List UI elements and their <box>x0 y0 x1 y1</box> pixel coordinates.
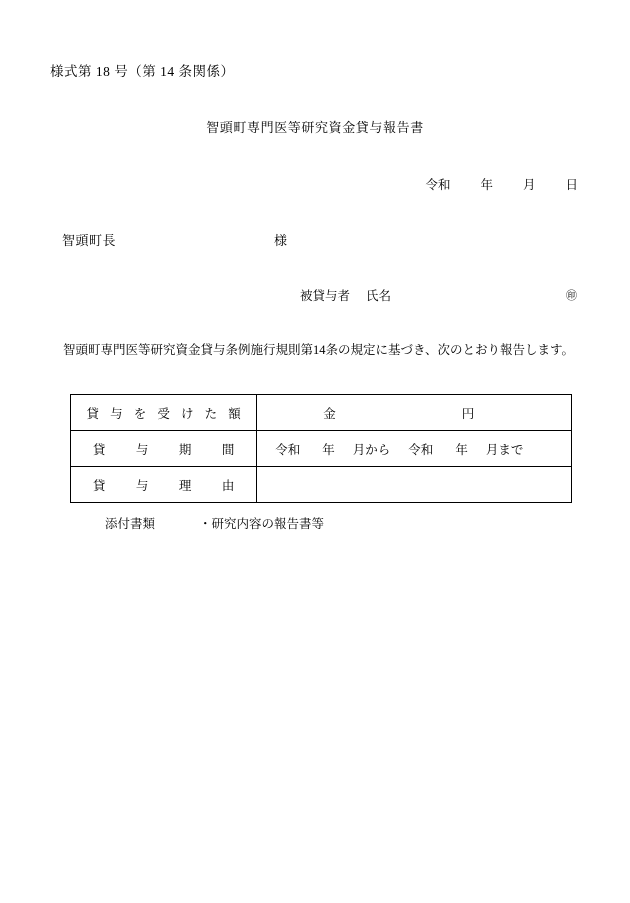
row-value-period <box>257 431 572 467</box>
borrower-label: 被貸与者 <box>300 289 351 303</box>
period-from-year: 年 <box>322 442 335 457</box>
page-title: 智頭町専門医等研究資金貸与報告書 <box>206 120 424 135</box>
addressee: 智頭町長 <box>62 233 117 248</box>
seal-icon: ㊞ <box>566 290 577 302</box>
period-from-era: 令和 <box>275 442 301 457</box>
date-line <box>0 175 630 193</box>
row-value-amount <box>257 395 572 431</box>
row-label-period <box>71 431 257 467</box>
date-era: 令和 <box>425 178 451 192</box>
body-paragraph-text: 智頭町専門医等研究資金貸与条例施行規則第14条の規定に基づき、次のとおり報告します。 <box>63 343 575 357</box>
row-value-reason <box>257 467 572 503</box>
amount-value-group <box>257 404 571 422</box>
period-value-group <box>257 440 571 458</box>
row-label-amount <box>71 395 257 431</box>
table-row <box>71 431 572 467</box>
date-month-unit: 月 <box>522 178 536 192</box>
date-year-unit: 年 <box>480 178 493 192</box>
row-label-reason-text: 貸 与 理 由 <box>92 478 244 493</box>
borrower-name-label: 氏名 <box>366 289 392 303</box>
amount-prefix: 金 <box>323 406 336 421</box>
addressee-honorific: 様 <box>274 233 288 248</box>
date-day-unit: 日 <box>565 178 578 192</box>
form-number: 様式第 18 号（第 14 条関係） <box>50 64 235 79</box>
attachment-line <box>105 514 324 532</box>
row-label-reason <box>71 467 257 503</box>
attachment-item: ・研究内容の報告書等 <box>199 517 325 531</box>
period-to-month: 月まで <box>485 442 524 457</box>
report-table <box>70 394 572 503</box>
body-paragraph <box>50 340 582 361</box>
period-to-era: 令和 <box>408 442 434 457</box>
row-label-period-text: 貸 与 期 間 <box>92 442 244 457</box>
amount-suffix: 円 <box>461 406 475 421</box>
table-row <box>71 467 572 503</box>
period-to-year: 年 <box>455 442 468 457</box>
borrower-label-group <box>300 286 391 304</box>
attachment-label: 添付書類 <box>105 517 156 531</box>
row-label-amount-text: 貸 与 を 受 け た 額 <box>86 406 245 421</box>
period-from-month: 月から <box>352 442 391 457</box>
table-row <box>71 395 572 431</box>
